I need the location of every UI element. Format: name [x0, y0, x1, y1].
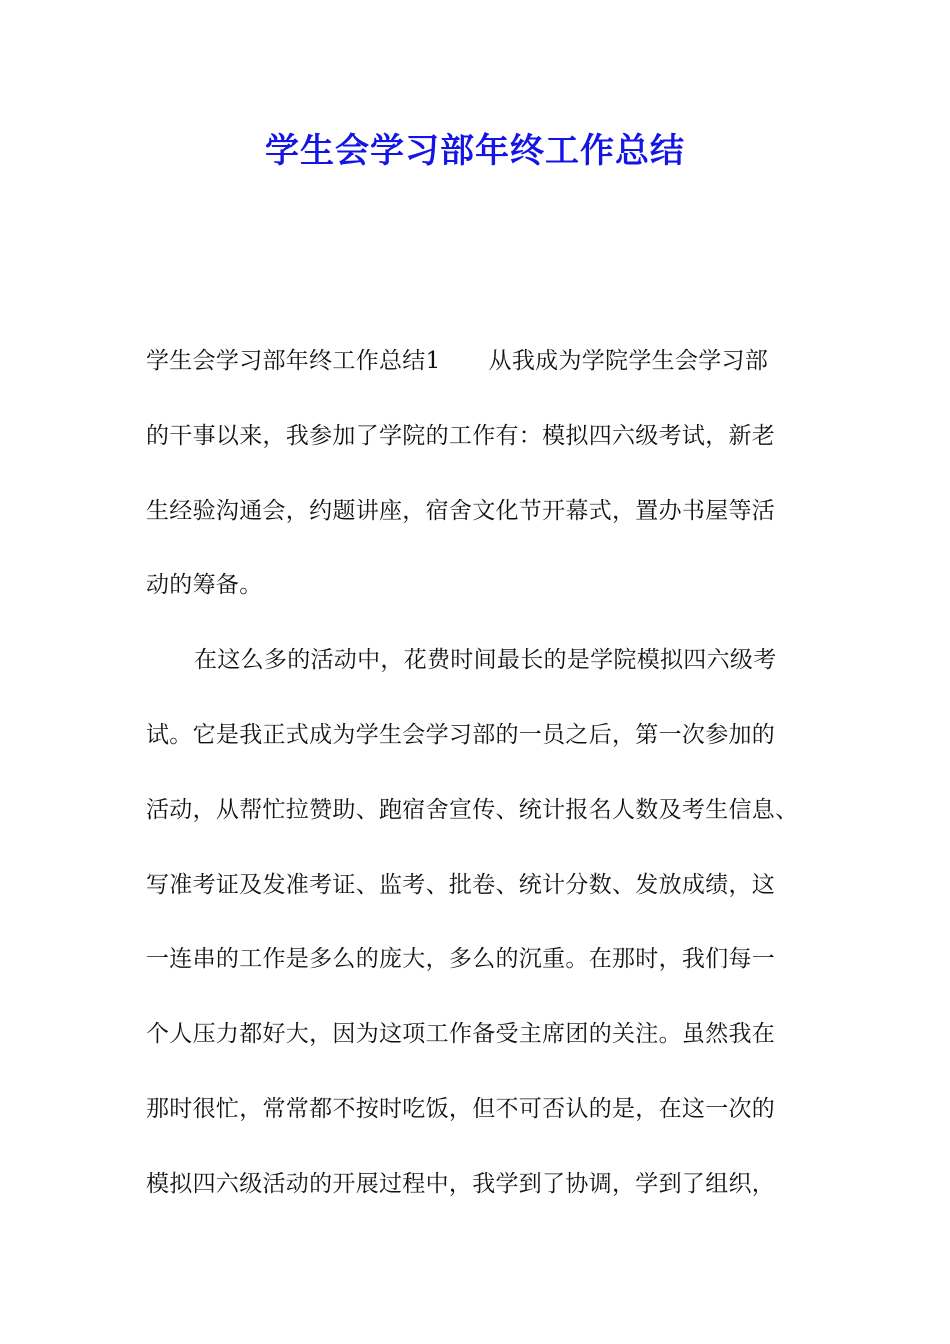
paragraph-2-line-1: 在这么多的活动中，花费时间最长的是学院模拟四六级考	[194, 647, 777, 674]
document-body	[146, 338, 846, 1236]
paragraph-1-line-4: 动的筹备。	[146, 572, 263, 599]
document-title: 学生会学习部年终工作总结	[265, 131, 685, 171]
paragraph-2-line-4: 写准考证及发准考证、监考、批卷、统计分数、发放成绩，这	[146, 871, 776, 898]
paragraph-2-line-2: 试。它是我正式成为学生会学习部的一员之后，第一次参加的	[146, 721, 776, 748]
text-line-1	[146, 338, 846, 413]
paragraph-2-line-7: 那时很忙，常常都不按时吃饭，但不可否认的是，在这一次的	[146, 1095, 776, 1122]
paragraph-1-line-3: 生经验沟通会，约题讲座，宿舍文化节开幕式，置办书屋等活	[146, 497, 776, 524]
paragraph-2-line-6: 个人压力都好大，因为这项工作备受主席团的关注。虽然我在	[146, 1021, 776, 1048]
paragraph-2-line-8: 模拟四六级活动的开展过程中，我学到了协调，学到了组织，	[146, 1170, 776, 1197]
paragraph-2-line-3: 活动，从帮忙拉赞助、跑宿舍宣传、统计报名人数及考生信息、	[146, 796, 799, 823]
section-heading: 学生会学习部年终工作总结1	[146, 348, 441, 374]
paragraph-2-line-5: 一连串的工作是多么的庞大，多么的沉重。在那时，我们每一	[146, 946, 776, 973]
paragraph-1-line-1: 从我成为学院学生会学习部	[488, 348, 769, 374]
paragraph-1-line-2: 的干事以来，我参加了学院的工作有：模拟四六级考试，新老	[146, 422, 776, 449]
